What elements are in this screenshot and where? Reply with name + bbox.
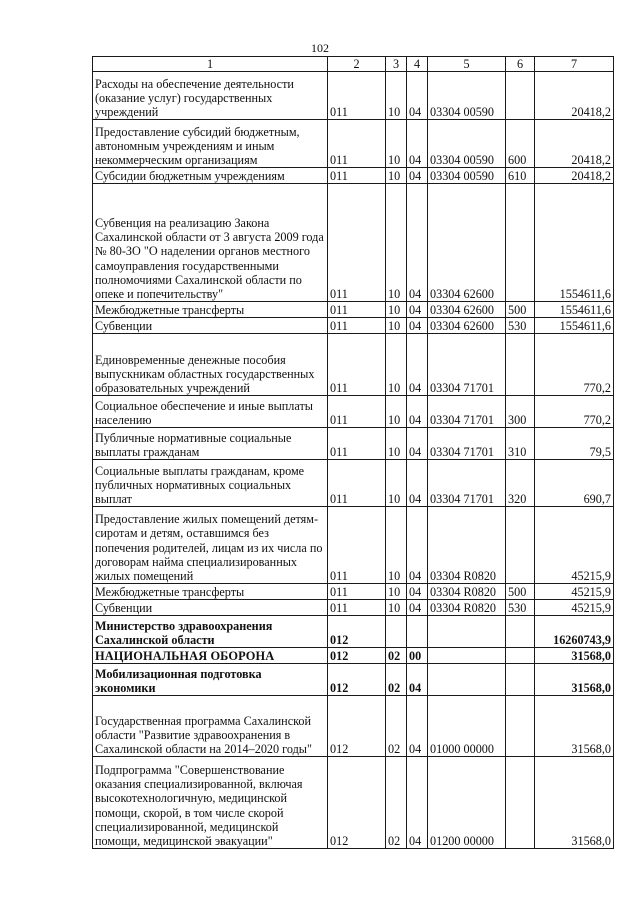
cell-subsection-code	[407, 616, 428, 648]
cell-expense-type: 600	[506, 120, 535, 168]
cell-ministry-code: 011	[328, 120, 386, 168]
cell-ministry-code: 011	[328, 460, 386, 507]
cell-amount: 45215,9	[535, 584, 614, 600]
cell-expense-type	[506, 696, 535, 757]
cell-subsection-code: 04	[407, 460, 428, 507]
header-cell: 6	[506, 57, 535, 72]
cell-section-code: 10	[386, 120, 407, 168]
cell-ministry-code: 011	[328, 584, 386, 600]
table-row	[93, 184, 614, 302]
cell-subsection-code: 04	[407, 318, 428, 334]
header-row	[93, 57, 614, 72]
cell-subsection-code: 04	[407, 584, 428, 600]
header-cell: 4	[407, 57, 428, 72]
cell-target-article: 03304 00590	[428, 72, 506, 120]
cell-description: Межбюджетные трансферты	[93, 584, 328, 600]
cell-subsection-code: 04	[407, 168, 428, 184]
header-cell: 1	[93, 57, 328, 72]
cell-subsection-code: 04	[407, 696, 428, 757]
cell-description: Субвенции	[93, 318, 328, 334]
cell-ministry-code: 011	[328, 72, 386, 120]
cell-description: Межбюджетные трансферты	[93, 302, 328, 318]
table-row	[93, 584, 614, 600]
table-row	[93, 616, 614, 648]
cell-subsection-code: 04	[407, 396, 428, 428]
cell-expense-type	[506, 72, 535, 120]
cell-section-code: 10	[386, 428, 407, 460]
cell-expense-type	[506, 616, 535, 648]
cell-ministry-code: 011	[328, 334, 386, 396]
cell-ministry-code: 011	[328, 428, 386, 460]
table-row	[93, 696, 614, 757]
cell-section-code: 10	[386, 168, 407, 184]
cell-amount: 31568,0	[535, 696, 614, 757]
cell-subsection-code: 04	[407, 664, 428, 696]
cell-amount: 20418,2	[535, 120, 614, 168]
budget-table	[92, 56, 614, 849]
cell-expense-type: 610	[506, 168, 535, 184]
cell-section-code: 02	[386, 648, 407, 664]
cell-target-article: 03304 R0820	[428, 507, 506, 584]
cell-amount: 45215,9	[535, 507, 614, 584]
cell-ministry-code: 011	[328, 507, 386, 584]
cell-target-article	[428, 616, 506, 648]
cell-section-code: 10	[386, 460, 407, 507]
cell-subsection-code: 04	[407, 507, 428, 584]
cell-description: Субсидии бюджетным учреждениям	[93, 168, 328, 184]
cell-target-article: 03304 62600	[428, 318, 506, 334]
cell-description: Подпрограмма "Совершенствование оказания специализированной, включая высокотехнологичную, медицинской помощи, скорой, в том числе скорой специализированной, медицинской помощи, медицинской эвакуации"	[93, 757, 328, 849]
cell-target-article	[428, 648, 506, 664]
cell-expense-type: 310	[506, 428, 535, 460]
cell-section-code: 10	[386, 334, 407, 396]
cell-section-code: 10	[386, 184, 407, 302]
cell-ministry-code: 012	[328, 757, 386, 849]
cell-description: Субвенции	[93, 600, 328, 616]
cell-description: Субвенция на реализацию Закона Сахалинской области от 3 августа 2009 года № 80-ЗО "О наделении органов местного самоуправления государственными полномочиями Сахалинской области по опеке и попечительству"	[93, 184, 328, 302]
cell-amount: 770,2	[535, 396, 614, 428]
cell-target-article: 03304 00590	[428, 120, 506, 168]
cell-expense-type	[506, 507, 535, 584]
cell-section-code	[386, 616, 407, 648]
cell-subsection-code: 04	[407, 334, 428, 396]
cell-ministry-code: 011	[328, 184, 386, 302]
cell-section-code: 10	[386, 584, 407, 600]
cell-section-code: 10	[386, 507, 407, 584]
cell-target-article: 03304 R0820	[428, 600, 506, 616]
cell-amount: 31568,0	[535, 757, 614, 849]
cell-section-code: 10	[386, 600, 407, 616]
table-row	[93, 460, 614, 507]
cell-target-article: 03304 R0820	[428, 584, 506, 600]
header-cell: 3	[386, 57, 407, 72]
table-row	[93, 302, 614, 318]
cell-amount: 1554611,6	[535, 318, 614, 334]
cell-target-article: 03304 71701	[428, 428, 506, 460]
cell-amount: 79,5	[535, 428, 614, 460]
page-number: 102	[311, 41, 329, 55]
cell-amount: 16260743,9	[535, 616, 614, 648]
cell-description: Предоставление жилых помещений детям-сиротам и детям, оставшимся без попечения родителей, лицам из их числа по договорам найма специализированных жилых помещений	[93, 507, 328, 584]
cell-description: Социальное обеспечение и иные выплаты населению	[93, 396, 328, 428]
cell-subsection-code: 04	[407, 120, 428, 168]
cell-subsection-code: 00	[407, 648, 428, 664]
table-row	[93, 318, 614, 334]
cell-target-article: 03304 71701	[428, 396, 506, 428]
cell-ministry-code: 012	[328, 696, 386, 757]
cell-subsection-code: 04	[407, 757, 428, 849]
cell-description: Мобилизационная подготовка экономики	[93, 664, 328, 696]
cell-amount: 31568,0	[535, 664, 614, 696]
header-cell: 2	[328, 57, 386, 72]
cell-ministry-code: 011	[328, 168, 386, 184]
cell-target-article	[428, 664, 506, 696]
cell-subsection-code: 04	[407, 302, 428, 318]
cell-ministry-code: 011	[328, 600, 386, 616]
table-row	[93, 72, 614, 120]
cell-amount: 20418,2	[535, 168, 614, 184]
table-row	[93, 396, 614, 428]
cell-expense-type	[506, 184, 535, 302]
cell-section-code: 02	[386, 696, 407, 757]
cell-description: Министерство здравоохранения Сахалинской области	[93, 616, 328, 648]
cell-ministry-code: 011	[328, 302, 386, 318]
cell-expense-type: 300	[506, 396, 535, 428]
cell-ministry-code: 011	[328, 396, 386, 428]
cell-section-code: 10	[386, 302, 407, 318]
table-row	[93, 664, 614, 696]
cell-expense-type: 500	[506, 584, 535, 600]
table-row	[93, 334, 614, 396]
cell-expense-type: 500	[506, 302, 535, 318]
cell-ministry-code: 012	[328, 648, 386, 664]
cell-section-code: 10	[386, 396, 407, 428]
cell-expense-type	[506, 664, 535, 696]
cell-expense-type: 530	[506, 600, 535, 616]
cell-expense-type: 320	[506, 460, 535, 507]
table-row	[93, 168, 614, 184]
cell-description: Социальные выплаты гражданам, кроме публичных нормативных социальных выплат	[93, 460, 328, 507]
table-row	[93, 120, 614, 168]
cell-subsection-code: 04	[407, 184, 428, 302]
cell-amount: 31568,0	[535, 648, 614, 664]
cell-target-article: 03304 71701	[428, 334, 506, 396]
header-cell: 7	[535, 57, 614, 72]
cell-description: Государственная программа Сахалинской области "Развитие здравоохранения в Сахалинской области на 2014–2020 годы"	[93, 696, 328, 757]
cell-ministry-code: 012	[328, 616, 386, 648]
cell-target-article: 01000 00000	[428, 696, 506, 757]
cell-description: Предоставление субсидий бюджетным, автономным учреждениям и иным некоммерческим организациям	[93, 120, 328, 168]
cell-amount: 1554611,6	[535, 184, 614, 302]
cell-description: Расходы на обеспечение деятельности (оказание услуг) государственных учреждений	[93, 72, 328, 120]
cell-expense-type: 530	[506, 318, 535, 334]
cell-expense-type	[506, 757, 535, 849]
cell-ministry-code: 011	[328, 318, 386, 334]
table-row	[93, 648, 614, 664]
cell-ministry-code: 012	[328, 664, 386, 696]
cell-description: Публичные нормативные социальные выплаты гражданам	[93, 428, 328, 460]
cell-description: Единовременные денежные пособия выпускникам областных государственных образовательных учреждений	[93, 334, 328, 396]
header-cell: 5	[428, 57, 506, 72]
cell-target-article: 03304 71701	[428, 460, 506, 507]
cell-amount: 690,7	[535, 460, 614, 507]
cell-target-article: 03304 00590	[428, 168, 506, 184]
cell-section-code: 10	[386, 72, 407, 120]
table-row	[93, 600, 614, 616]
cell-description: НАЦИОНАЛЬНАЯ ОБОРОНА	[93, 648, 328, 664]
cell-expense-type	[506, 334, 535, 396]
cell-section-code: 02	[386, 664, 407, 696]
cell-subsection-code: 04	[407, 72, 428, 120]
cell-section-code: 10	[386, 318, 407, 334]
cell-section-code: 02	[386, 757, 407, 849]
cell-amount: 20418,2	[535, 72, 614, 120]
table-row	[93, 507, 614, 584]
cell-amount: 45215,9	[535, 600, 614, 616]
cell-amount: 770,2	[535, 334, 614, 396]
cell-expense-type	[506, 648, 535, 664]
cell-subsection-code: 04	[407, 600, 428, 616]
cell-amount: 1554611,6	[535, 302, 614, 318]
cell-target-article: 03304 62600	[428, 302, 506, 318]
cell-target-article: 01200 00000	[428, 757, 506, 849]
cell-subsection-code: 04	[407, 428, 428, 460]
cell-target-article: 03304 62600	[428, 184, 506, 302]
table-row	[93, 757, 614, 849]
table-row	[93, 428, 614, 460]
